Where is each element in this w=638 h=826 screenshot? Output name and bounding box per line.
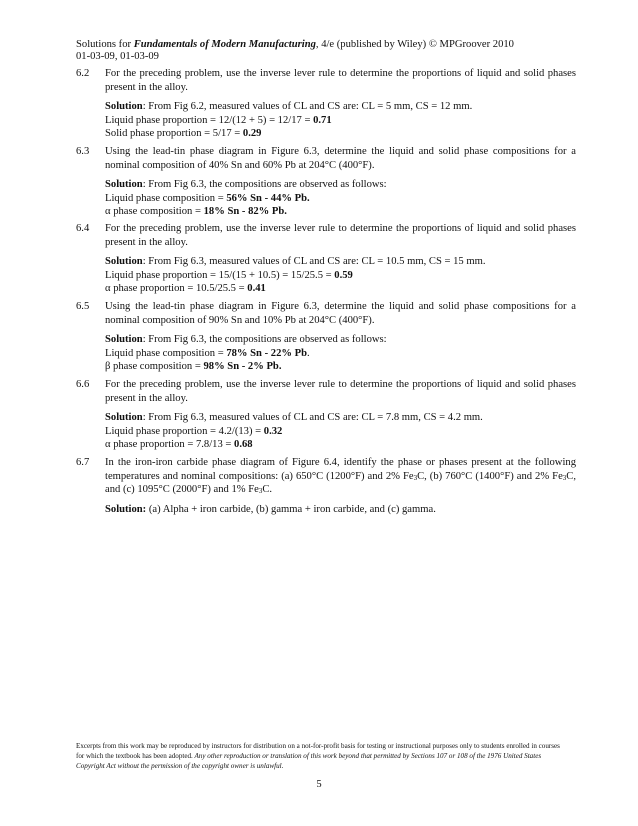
solution-intro: (a) Alpha + iron carbide, (b) gamma + iron carbide, and (c) gamma.: [146, 503, 436, 515]
problem-solution: [105, 100, 576, 141]
solution-line: Liquid phase composition = 56% Sn - 44% Pb.: [105, 192, 310, 204]
solution-line: α phase proportion = 10.5/25.5 = 0.41: [105, 283, 266, 295]
page-header: [76, 39, 514, 63]
solution-line: Liquid phase proportion = 12/(12 + 5) = 12/17 = 0.71: [105, 114, 332, 126]
solution-label: Solution: [105, 412, 143, 424]
problem-question: For the preceding problem, use the inverse lever rule to determine the proportions of liquid and solid phases present in the alloy.: [105, 68, 576, 93]
solution-line: β phase composition = 98% Sn - 2% Pb.: [105, 361, 282, 373]
problem-solution: [105, 333, 576, 374]
header-prefix: Solutions for: [76, 39, 134, 50]
solution-line: Liquid phase proportion = 15/(15 + 10.5) = 15/25.5 = 0.59: [105, 269, 353, 281]
solution-line: Liquid phase proportion = 4.2/(13) = 0.32: [105, 425, 283, 437]
problem-6-2: [76, 67, 576, 141]
solution-line: α phase proportion = 7.8/13 = 0.68: [105, 439, 253, 451]
footer-italic-text: Any other reproduction or translation of this work beyond that permitted by Sections 107 or 108 of the 1976 United States Copyright Act without the permission of the copyright owner is unlawful.: [76, 752, 542, 770]
solution-label: Solution:: [105, 503, 147, 515]
solution-label: Solution: [105, 334, 143, 346]
problem-6-6: [76, 378, 576, 452]
problem-number: 6.6: [76, 379, 90, 390]
problem-number: 6.3: [76, 146, 90, 157]
problem-number: 6.7: [76, 457, 90, 468]
problem-solution: [105, 255, 576, 296]
header-line-2: 01-03-09, 01-03-09: [76, 51, 159, 62]
problem-solution: [105, 411, 576, 452]
solution-intro: : From Fig 6.3, measured values of CL and CS are: CL = 10.5 mm, CS = 15 mm.: [142, 256, 486, 268]
problem-question: For the preceding problem, use the inverse lever rule to determine the proportions of liquid and solid phases present in the alloy.: [105, 379, 576, 404]
solution-line: Solid phase proportion = 5/17 = 0.29: [105, 128, 262, 140]
solution-line: α phase composition = 18% Sn - 82% Pb.: [105, 206, 287, 218]
solution-label: Solution: [105, 101, 143, 113]
problem-number: 6.4: [76, 223, 90, 234]
problem-6-4: [76, 222, 576, 296]
footer-text: Excerpts from this work may be reproduced by instructors for distribution on a not-for-profit basis for testing or instructional purposes only to students enrolled in courses for which the textbook has been adopted.: [76, 742, 560, 760]
copyright-footer: [76, 741, 566, 771]
solution-label: Solution: [105, 256, 143, 268]
problem-question: Using the lead-tin phase diagram in Figure 6.3, determine the liquid and solid phase compositions for a nominal composition of 40% Sn and 60% Pb at 204°C (400°F).: [105, 146, 576, 171]
header-line-1: [76, 39, 514, 51]
solution-intro: : From Fig 6.3, the compositions are observed as follows:: [142, 179, 387, 191]
problem-solution: [105, 178, 576, 219]
header-suffix: , 4/e (published by Wiley) © MPGroover 2010: [315, 39, 514, 50]
problem-6-5: [76, 300, 576, 374]
solution-intro: : From Fig 6.3, measured values of CL and CS are: CL = 7.8 mm, CS = 4.2 mm.: [142, 412, 483, 424]
problem-number: 6.5: [76, 301, 90, 312]
problem-question: In the iron-iron carbide phase diagram of Figure 6.4, identify the phase or phases present at the following temperatures and nominal compositions: (a) 650°C (1200°F) and 2% $Fe_3C$, (b) 760°C (1400°F) and 2% $Fe_3C$, and (c) 1095°C (2000°F) and 1% $Fe_3C$.: [105, 457, 576, 496]
solution-intro: : From Fig 6.2, measured values of CL and CS are: CL = 5 mm, CS = 12 mm.: [142, 101, 473, 113]
problem-question: For the preceding problem, use the inverse lever rule to determine the proportions of liquid and solid phases present in the alloy.: [105, 223, 576, 248]
solution-intro: : From Fig 6.3, the compositions are observed as follows:: [142, 334, 387, 346]
solution-label: Solution: [105, 179, 143, 191]
solution-line: Liquid phase composition = 78% Sn - 22% Pb.: [105, 347, 310, 359]
problem-6-7: [76, 456, 576, 516]
book-title: Fundamentals of Modern Manufacturing: [133, 39, 316, 50]
problem-number: 6.2: [76, 68, 90, 79]
problem-question: Using the lead-tin phase diagram in Figure 6.3, determine the liquid and solid phase compositions for a nominal composition of 90% Sn and 10% Pb at 204°C (400°F).: [105, 301, 576, 326]
page-number: 5: [316, 779, 322, 790]
problem-6-3: [76, 145, 576, 219]
problem-solution: [105, 503, 576, 517]
